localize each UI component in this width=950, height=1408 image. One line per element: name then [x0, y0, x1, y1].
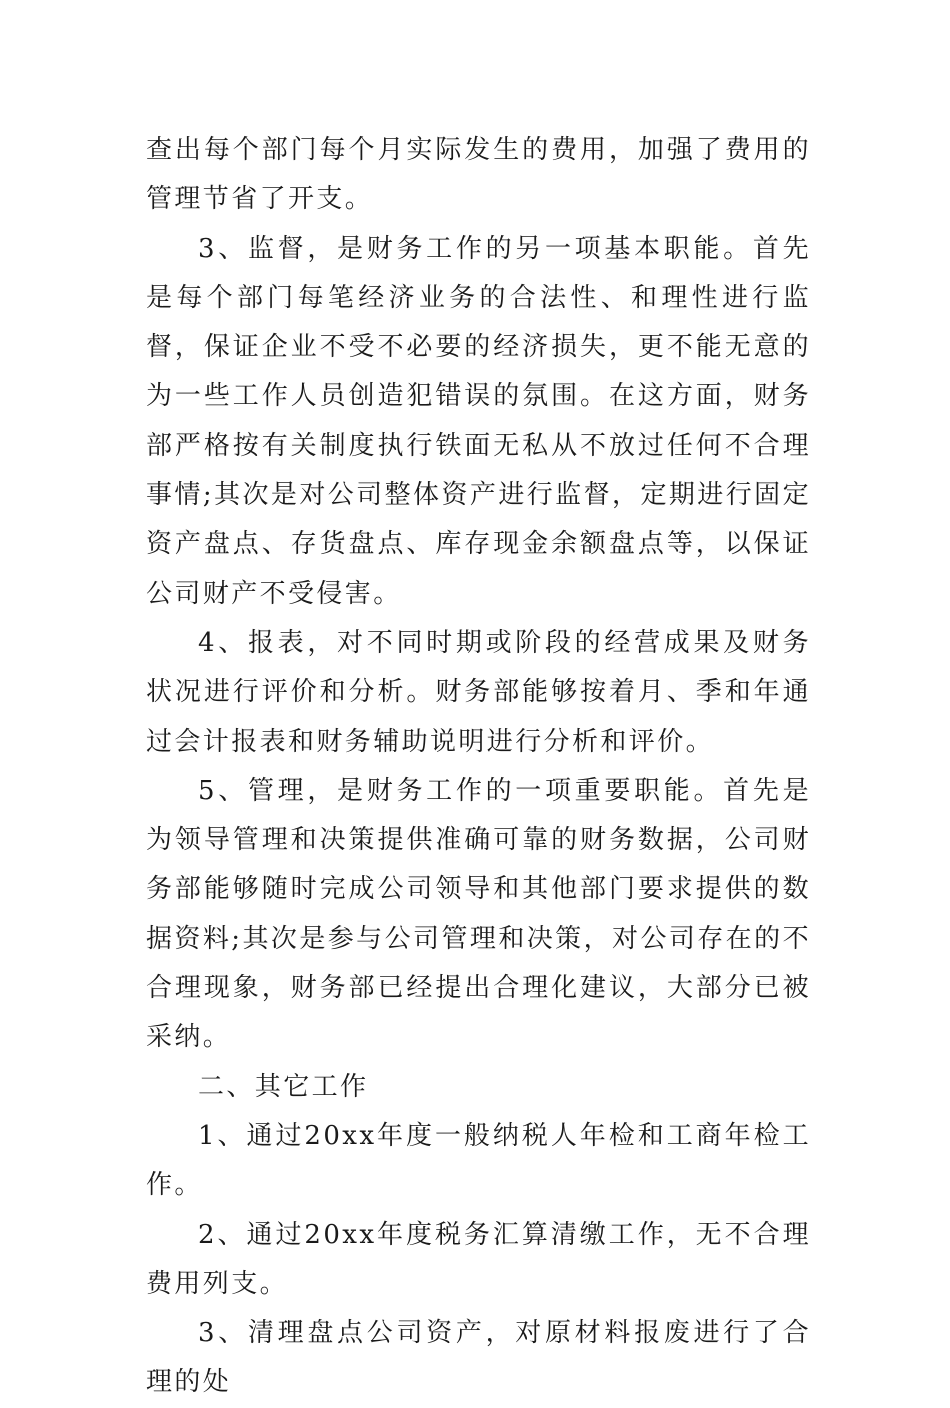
document-body — [146, 126, 811, 1408]
paragraph-continuation: 查出每个部门每个月实际发生的费用，加强了费用的管理节省了开支。 — [146, 135, 811, 215]
section-heading-other-work: 二、其它工作 — [198, 1071, 369, 1102]
paragraph-other-work-3: 3、清理盘点公司资产，对原材料报废进行了合理的处 — [146, 1318, 811, 1398]
paragraph-other-work-2: 2、通过20xx年度税务汇算清缴工作，无不合理费用列支。 — [146, 1219, 811, 1299]
paragraph-reports: 4、报表，对不同时期或阶段的经营成果及财务状况进行评价和分析。财务部能够按着月、季和年通过会计报表和财务辅助说明进行分析和评价。 — [146, 627, 811, 757]
paragraph-supervision: 3、监督，是财务工作的另一项基本职能。首先是每个部门每笔经济业务的合法性、和理性进行监督，保证企业不受不必要的经济损失，更不能无意的为一些工作人员创造犯错误的氛围。在这方面，财务部严格按有关制度执行铁面无私从不放过任何不合理事情;其次是对公司整体资产进行监督，定期进行固定资产盘点、存货盘点、库存现金余额盘点等，以保证公司财产不受侵害。 — [146, 233, 811, 609]
paragraph-management: 5、管理，是财务工作的一项重要职能。首先是为领导管理和决策提供准确可靠的财务数据，公司财务部能够随时完成公司领导和其他部门要求提供的数据资料;其次是参与公司管理和决策，对公司存在的不合理现象，财务部已经提出合理化建议，大部分已被采纳。 — [146, 775, 811, 1053]
paragraph-other-work-1: 1、通过20xx年度一般纳税人年检和工商年检工作。 — [146, 1120, 811, 1201]
